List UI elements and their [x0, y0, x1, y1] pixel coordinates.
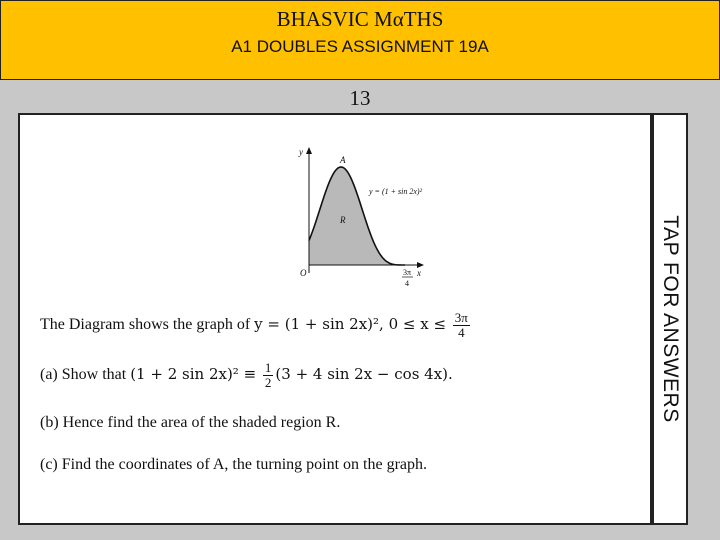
graph-figure: [275, 145, 425, 295]
part-a-frac-num: 1: [264, 360, 272, 375]
tap-for-answers-button[interactable]: [652, 113, 688, 525]
shaded-region-r: [309, 167, 405, 265]
y-axis-label: y: [299, 147, 303, 157]
intro-frac-num: 3π: [454, 310, 468, 325]
question-part-a: [40, 361, 453, 390]
tap-for-answers-label: TAP FOR ANSWERS: [659, 215, 682, 423]
question-card: [18, 113, 652, 525]
intro-text: The Diagram shows the graph of: [40, 316, 255, 334]
part-a-math-lhs: (1 + 2 sin 2x)² ≡: [130, 365, 261, 384]
question-number: 13: [349, 86, 371, 110]
x-end-label-den: 4: [405, 279, 409, 288]
intro-fraction: [453, 311, 470, 340]
part-a-math-rhs: (3 + 4 sin 2x − cos 4x).: [275, 365, 453, 384]
y-axis-arrow: [306, 147, 312, 154]
question-intro: [40, 311, 472, 340]
curve-equation-label: y = (1 + sin 2x)²: [369, 187, 422, 196]
part-a-fraction: [263, 361, 274, 390]
x-end-label-num: 3π: [403, 268, 412, 277]
part-a-text: (a) Show that: [40, 366, 131, 384]
origin-label: O: [300, 268, 307, 278]
point-a-label: A: [340, 155, 346, 165]
x-axis-label: x: [417, 268, 421, 278]
page-subtitle: A1 DOUBLES ASSIGNMENT 19A: [231, 37, 489, 56]
header-banner: [0, 0, 720, 80]
region-r-label: R: [340, 215, 346, 225]
intro-math: y = (1 + sin 2x)², 0 ≤ x ≤: [254, 315, 451, 334]
part-a-frac-den: 2: [264, 375, 272, 390]
intro-frac-den: 4: [458, 325, 465, 340]
question-part-c: (c) Find the coordinates of A, the turning point on the graph.: [40, 456, 428, 473]
question-part-b: (b) Hence find the area of the shaded region R.: [40, 414, 341, 431]
page-title: BHASVIC MαTHS: [276, 7, 444, 31]
